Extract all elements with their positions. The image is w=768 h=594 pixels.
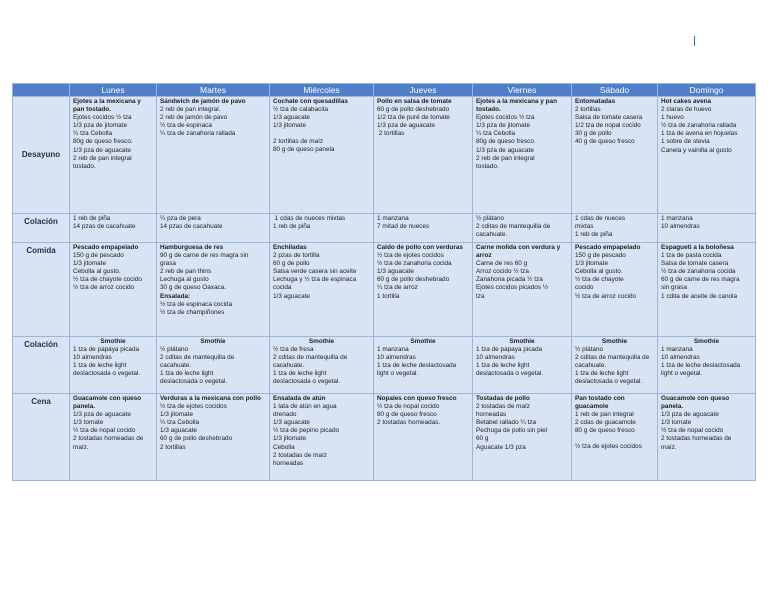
meal-cell	[157, 214, 270, 243]
dish-title: Tostadas de pollo	[476, 395, 530, 402]
meal-cell	[70, 394, 157, 481]
ingredient-line: deslactosada o vegetal.	[476, 370, 544, 378]
corner-cell	[13, 84, 70, 97]
ingredient-line: ½ tza de champiñones	[160, 308, 225, 316]
ingredient-line: 1/3 jitomate	[273, 435, 307, 443]
meal-cell	[658, 394, 756, 481]
meal-row	[13, 243, 756, 337]
day-header: Martes	[157, 84, 270, 97]
dish-title: Ejotes a la mexicana y pan tostado.	[73, 98, 141, 114]
meal-cell	[473, 394, 572, 481]
ingredient-line: 1/3 aguacate	[160, 427, 197, 435]
ingredient-line: 80g de queso fresco.	[476, 138, 536, 146]
dish-title: Enchiladas	[273, 244, 307, 251]
ingredient-line: 1/3 aguacate	[273, 292, 310, 300]
ingredient-line: 1/3 jitomate	[160, 411, 194, 419]
ingredient-line: deslactosada o vegetal.	[73, 370, 141, 378]
ingredient-line: 1 manzana	[661, 346, 693, 354]
day-header: Jueves	[374, 84, 473, 97]
ingredient-line: deslactosada o vegetal.	[160, 378, 228, 386]
meal-cell	[70, 337, 157, 394]
ingredient-line: 10 almendras	[661, 223, 700, 231]
meal-cell	[270, 337, 374, 394]
ingredient-line: 1 tza de leche deslactosada	[377, 362, 457, 370]
ingredient-line: 150 g de pescado	[575, 252, 626, 260]
ingredient-line: 1/3 pza de aguacate	[73, 146, 131, 154]
meal-cell	[157, 243, 270, 337]
ingredient-line: 1/3 pza de aguacate	[377, 122, 435, 130]
ingredient-line: 1/3 tomate	[73, 419, 104, 427]
ingredient-line: horneadas	[273, 459, 304, 467]
ingredient-line: light o vegetal.	[377, 370, 419, 378]
ingredient-line: 1/3 pza de aguacate	[476, 146, 534, 154]
ingredient-line: 10 almendras	[476, 354, 515, 362]
dish-title: Hamburguesa de res	[160, 244, 224, 251]
ingredient-line: 80 g de queso fresco	[377, 411, 437, 419]
ingredient-line: 1 tza de papaya picada	[476, 346, 543, 354]
ingredient-line: 1 tza de papaya picada	[73, 346, 140, 354]
ingredient-line: deslactosada o vegetal.	[273, 378, 341, 386]
ingredient-line: 1 reb de pan integral	[575, 411, 634, 419]
ingredient-line: Cebolla al gusto.	[73, 268, 121, 276]
ingredient-line: 2 cditas de mantequilla de	[273, 354, 348, 362]
meal-cell	[374, 243, 473, 337]
ingredient-line: Betabel rallado ¼ tza	[476, 419, 537, 427]
ingredient-line: 2 tortillas	[160, 443, 186, 451]
meal-row	[13, 97, 756, 214]
ingredient-line: 2 tortillas	[377, 130, 405, 138]
ingredient-line: ½ tza de nopal cocido	[661, 427, 724, 435]
ingredient-line: 2 tostadas horneadas de	[73, 435, 144, 443]
ingredient-line: 10 almendras	[661, 354, 700, 362]
meal-cell	[572, 97, 658, 214]
ingredient-line: 1 tza de pasta cocida	[661, 252, 722, 260]
ingredient-line: tostado.	[73, 162, 96, 170]
ingredient-line: cocido	[575, 284, 594, 292]
meal-cell	[157, 394, 270, 481]
ingredient-line: ½ tza de arroz cocido	[575, 292, 637, 300]
ingredient-line: Ejotes cocidos ½ tza	[476, 114, 535, 122]
dish-title: Pollo en salsa de tomate	[377, 98, 452, 105]
ingredient-line: 7 mitad de nueces	[377, 223, 430, 231]
ingredient-line: 1 manzana	[377, 215, 409, 222]
ingredient-line: Lechuga y ½ tza de espinaca	[273, 276, 357, 284]
ingredient-line: 2 reb de jamón de pavo	[160, 114, 228, 122]
ingredient-line: 2 cditas de mantequilla de	[476, 223, 551, 231]
weekly-meal-plan-table	[12, 83, 756, 481]
dish-title: Ejotes a la mexicana y pan tostado.	[476, 98, 557, 114]
ingredient-line: 1/3 pza de jitomate	[73, 122, 127, 130]
ingredient-line: 60 g de pollo deshebrado	[377, 106, 450, 114]
ingredient-line: ¼ tza Cebolla	[73, 130, 113, 138]
ingredient-line: 1 tza de leche light	[575, 370, 629, 378]
dish-title: Carne molida con verdura y arroz	[476, 244, 561, 260]
ingredient-line: 1 reb de piña	[73, 215, 111, 222]
ingredient-line: 80 g de queso panela	[273, 146, 335, 154]
meal-row-label: Desayuno	[13, 97, 70, 214]
ingredient-line: Pechuga de pollo sin piel	[476, 427, 548, 435]
ingredient-line: 1/3 pza de jitomate	[476, 122, 530, 130]
meal-cell	[473, 337, 572, 394]
ingredient-line: ½ tza de fresa	[273, 346, 314, 354]
ingredient-line: 2 pzas de tortilla	[273, 252, 320, 260]
ingredient-line: 1 tza de leche light	[476, 362, 530, 370]
ingredient-line: 1/3 jitomate	[575, 260, 609, 268]
ingredient-line: drenado	[273, 411, 297, 419]
ingredient-line: 1 reb de piña	[575, 231, 613, 239]
dish-title: Entomatadas	[575, 98, 616, 105]
ingredient-line: cacahuate.	[575, 362, 607, 370]
dish-title: Smothie	[693, 338, 720, 345]
dish-title: Smothie	[509, 338, 535, 345]
ingredient-line: 2 reb de pan integral.	[160, 106, 221, 114]
meal-cell	[572, 394, 658, 481]
ingredient-line: Salsa de tomate casera	[661, 260, 729, 268]
dish-title: Verduras a la mexicana con pollo	[160, 395, 261, 402]
ingredient-line: 1/3 aguacate	[377, 268, 414, 276]
ingredient-line: 1/3 tomate	[661, 419, 692, 427]
ingredient-line: 80 g de queso fresco	[575, 427, 635, 435]
meal-cell	[572, 243, 658, 337]
ingredient-line: 2 reb de pan integral	[476, 154, 535, 162]
ingredient-line: 10 almendras	[73, 354, 112, 362]
meal-cell	[658, 243, 756, 337]
meal-row	[13, 337, 756, 394]
ingredient-line: Salsa verde casera sin aceite	[273, 268, 357, 276]
ingredient-line: 1/3 aguacate	[273, 114, 310, 122]
ingredient-line: 1 tza de avena en hojuelas	[661, 130, 738, 138]
ingredient-line: Ensalada:	[160, 292, 191, 300]
ingredient-line: ½ plátano	[160, 346, 189, 354]
meal-cell	[70, 214, 157, 243]
ingredient-line	[273, 130, 370, 138]
ingredient-line: 1/3 pza de aguacate	[73, 411, 131, 419]
ingredient-line: ½ plátano	[575, 346, 604, 354]
ingredient-line: ¼ pza de pera	[160, 215, 201, 222]
day-header: Sábado	[572, 84, 658, 97]
meal-cell	[70, 243, 157, 337]
ingredient-line: 60 g	[476, 435, 489, 443]
ingredient-line: 1/3 jitomate	[273, 122, 307, 130]
ingredient-line: ½ tza de zanahoria rallada	[661, 122, 737, 130]
ingredient-line: 1/3 jitomate	[73, 260, 107, 268]
ingredient-line: tza	[476, 292, 485, 300]
dish-title: Ensalada de atún	[273, 395, 326, 402]
ingredient-line: grasa	[160, 260, 176, 268]
ingredient-line: maíz.	[73, 443, 89, 451]
ingredient-line: ½ tza de zanahoria cocida	[661, 268, 736, 276]
ingredient-line: 1 manzana	[377, 346, 409, 354]
ingredient-line: ½ tza de pepino picado	[273, 427, 340, 435]
ingredient-line: 1 cdas de nueces mixtas	[273, 215, 346, 222]
ingredient-line: ¼ tza de arroz	[377, 284, 418, 292]
meal-row-label: Comida	[13, 243, 70, 337]
meal-cell	[270, 394, 374, 481]
ingredient-line: 10 almendras	[377, 354, 416, 362]
ingredient-line: Aguacate 1/3 pza	[476, 443, 526, 451]
ingredient-line: 2 reb de pan thins	[160, 268, 212, 276]
meal-cell	[374, 337, 473, 394]
ingredient-line: 150 g de pescado	[73, 252, 124, 260]
ingredient-line: ½ tza de espinaca cocida	[160, 300, 233, 308]
dish-title: Cochate con quesadillas	[273, 98, 348, 105]
dish-title: Guacamole con queso panela.	[661, 395, 730, 411]
ingredient-line: 2 tortillas de maíz	[273, 138, 324, 146]
ingredient-line: Ejotes cocidos ½ tza	[73, 114, 132, 122]
day-header: Domingo	[658, 84, 756, 97]
ingredient-line: cocida	[273, 284, 292, 292]
ingredient-line: 2 tostadas de maíz	[273, 451, 327, 459]
ingredient-line: 1 tza de leche light	[73, 362, 127, 370]
ingredient-line: 14 pzas de cacahuate	[160, 223, 223, 231]
ingredient-line: Canela y vainilla al gusto	[661, 146, 732, 154]
ingredient-line: 2 tostadas de maíz	[476, 403, 530, 411]
ingredient-line: cacahuate.	[476, 231, 508, 239]
meal-row	[13, 394, 756, 481]
ingredient-line: 2 cditas de mantequilla de	[575, 354, 650, 362]
ingredient-line: 2 claras de huevo	[661, 106, 712, 114]
day-header: Miércoles	[270, 84, 374, 97]
ingredient-line: Arroz cocido ½ tza	[476, 268, 529, 276]
ingredient-line: 30 g de pollo	[575, 130, 612, 138]
ingredient-line: Lechuga al gusto	[160, 276, 209, 284]
ingredient-line: 30 g de queso Oaxaca.	[160, 284, 227, 292]
ingredient-line: ¼ tza Cebolla	[160, 419, 200, 427]
meal-cell	[572, 214, 658, 243]
ingredient-line: Carne de res 60 g	[476, 260, 528, 268]
meal-cell	[374, 394, 473, 481]
ingredient-line: 1 manzana	[661, 215, 693, 222]
dish-title: Pescado empapelado	[73, 244, 139, 251]
ingredient-line: ½ tza de espinaca	[160, 122, 212, 130]
ingredient-line: 2 tostadas horneadas.	[377, 419, 441, 427]
ingredient-line: 2 tortillas	[575, 106, 601, 114]
ingredient-line: ½ tza de arroz cocido	[73, 284, 135, 292]
ingredient-line: 90 g de carne de res magra sin	[160, 252, 249, 260]
ingredient-line: ½ tza de chayote cocido	[73, 276, 142, 284]
ingredient-line: 1 cdas de nueces	[575, 215, 626, 222]
dish-title: Pescado empapelado	[575, 244, 641, 251]
meal-row	[13, 214, 756, 243]
ingredient-line: cacahuate.	[273, 362, 305, 370]
ingredient-line: 1 tza de leche light	[160, 370, 214, 378]
meal-cell	[374, 97, 473, 214]
ingredient-line: 1/3 pza de aguacate	[661, 411, 719, 419]
meal-cell	[70, 97, 157, 214]
dish-title: Espagueti a la boloñesa	[661, 244, 734, 251]
dish-title: Smothie	[410, 338, 436, 345]
ingredient-line: ½ tza de ejotes cocidos	[160, 403, 227, 411]
ingredient-line: ½ tza de ejotes cocidos	[575, 443, 642, 451]
dish-title: Pan tostado con guacamole	[575, 395, 625, 411]
ingredient-line: 60 g de pollo	[273, 260, 310, 268]
dish-title: Smothie	[308, 338, 335, 345]
ingredient-line: ½ plátano	[476, 215, 505, 222]
meal-cell	[658, 97, 756, 214]
meal-cell	[473, 214, 572, 243]
dish-title: Caldo de pollo con verduras	[377, 244, 463, 251]
day-header: Lunes	[70, 84, 157, 97]
meal-cell	[270, 97, 374, 214]
ingredient-line: 1/2 tza de nopal cocido	[575, 122, 641, 130]
ingredient-line: 14 pzas de cacahuate	[73, 223, 136, 231]
meal-cell	[270, 243, 374, 337]
day-header: Viernes	[473, 84, 572, 97]
ingredient-line: 80g de queso fresco.	[73, 138, 133, 146]
ingredient-line: 60 g de pollo deshebrado	[377, 276, 450, 284]
ingredient-line: ¼ tza de zanahoria rallada	[160, 130, 236, 138]
ingredient-line: Ejotes cocidos picados ½	[476, 284, 549, 292]
dish-title: Sándwich de jamón de pavo	[160, 98, 246, 105]
ingredient-line: ½ tza de zanahoria cocida	[377, 260, 452, 268]
ingredient-line: light o vegetal.	[661, 370, 703, 378]
ingredient-line: ½ tza de nopal cocido	[73, 427, 136, 435]
header-row	[13, 84, 756, 97]
dish-title: Nopales con queso fresco	[377, 395, 457, 402]
dish-title: Smothie	[200, 338, 226, 345]
ingredient-line: tostado.	[476, 162, 499, 170]
meal-cell	[473, 97, 572, 214]
meal-cell	[157, 337, 270, 394]
meal-row-label: Colación	[13, 337, 70, 394]
ingredient-line: sin grasa	[661, 284, 687, 292]
ingredient-line: 1 huevo	[661, 114, 684, 122]
ingredient-line: 1 cdita de aceite de canola	[661, 292, 738, 300]
meal-cell	[658, 214, 756, 243]
dish-title: Guacamole con queso panela.	[73, 395, 142, 411]
ingredient-line: 60 g de pollo deshebrado	[160, 435, 233, 443]
ingredient-line: 2 cditas de mantequilla de	[160, 354, 235, 362]
ingredient-line: mixtas	[575, 223, 594, 231]
dish-title: Smothie	[601, 338, 628, 345]
meal-row-label: Colación	[13, 214, 70, 243]
ingredient-line: Zanahoria picada ½ tza	[476, 276, 543, 284]
ingredient-line: 1 tza de leche light	[273, 370, 327, 378]
ingredient-line: ½ tza de ejotes cocidos	[377, 252, 444, 260]
ingredient-line: 1 reb de piña	[273, 223, 311, 231]
meal-cell	[157, 97, 270, 214]
ingredient-line: ½ tza de calabacita	[273, 106, 329, 114]
ingredient-line: ½ tza de chayote	[575, 276, 624, 284]
ingredient-line: 1/3 aguacate	[273, 419, 310, 427]
meal-row-label: Cena	[13, 394, 70, 481]
ingredient-line: 2 reb de pan integral	[73, 154, 132, 162]
meal-cell	[473, 243, 572, 337]
ingredient-line: Cebolla al gusto.	[575, 268, 623, 276]
ingredient-line: 1/2 tza de puré de tomate	[377, 114, 450, 122]
ingredient-line: Cebolla	[273, 443, 295, 451]
ingredient-line: 1 lata de atún en agua	[273, 403, 337, 411]
ingredient-line: 1 tza de leche deslactosada	[661, 362, 741, 370]
dish-title: Hot cakes avena	[661, 98, 712, 105]
ingredient-line: 2 cdas de guacamole	[575, 419, 636, 427]
meal-cell	[374, 214, 473, 243]
ingredient-line: 1 tortilla	[377, 292, 400, 300]
ingredient-line: horneadas	[476, 411, 507, 419]
text-cursor	[694, 36, 695, 46]
ingredient-line: 2 tostadas horneadas de	[661, 435, 732, 443]
ingredient-line: ¼ tza Cebolla	[476, 130, 516, 138]
ingredient-line: cacahuate.	[160, 362, 192, 370]
ingredient-line: 40 g de queso fresco	[575, 138, 635, 146]
ingredient-line: ½ tza de nopal cocido	[377, 403, 440, 411]
ingredient-line: maíz.	[661, 443, 677, 451]
ingredient-line: 60 g de carne de res magra	[661, 276, 740, 284]
meal-cell	[658, 337, 756, 394]
meal-cell	[572, 337, 658, 394]
meal-cell	[270, 214, 374, 243]
ingredient-line: deslactosada o vegetal.	[575, 378, 643, 386]
dish-title: Smothie	[100, 338, 126, 345]
ingredient-line: Salsa de tomate casera	[575, 114, 643, 122]
ingredient-line: 1 sobre de stevia	[661, 138, 710, 146]
